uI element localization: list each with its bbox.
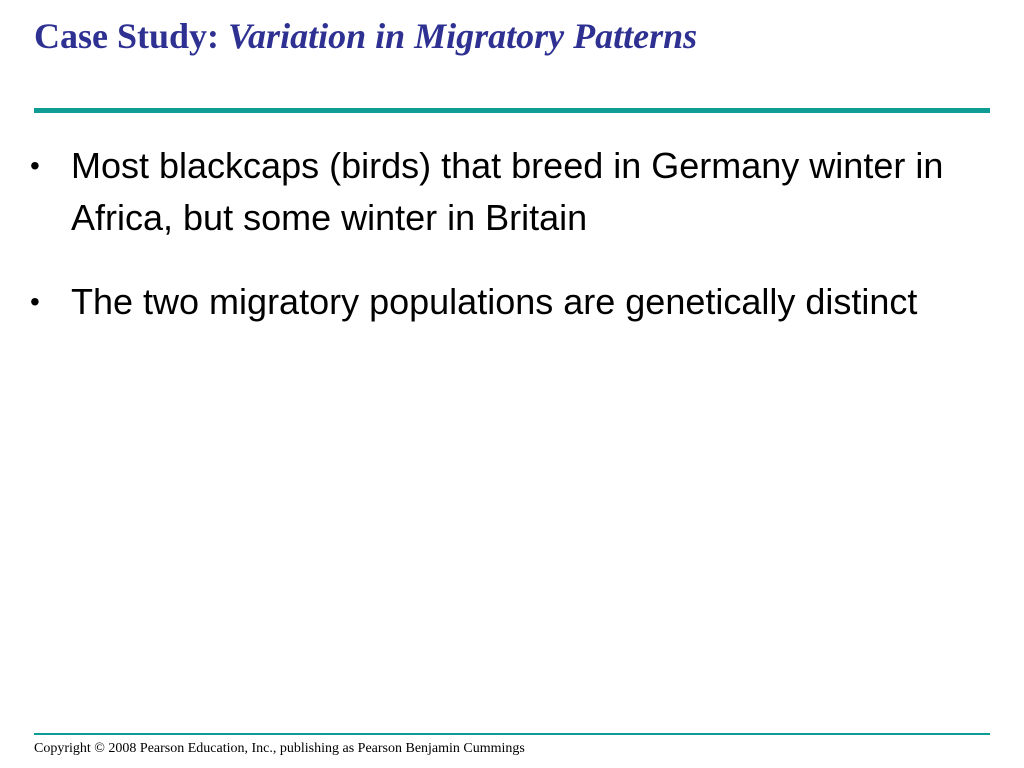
bullet-marker: • [30,286,40,317]
bullet-list [30,140,960,360]
bullet-item [30,276,960,328]
bullet-item [30,140,960,244]
title-divider [34,108,990,113]
footer-divider [34,733,990,735]
bullet-text: Most blackcaps (birds) that breed in Germany winter in Africa, but some winter in Britain [71,145,944,238]
copyright-notice: Copyright © 2008 Pearson Education, Inc., publishing as Pearson Benjamin Cummings [34,741,525,756]
slide-title [34,14,697,58]
bullet-text: The two migratory populations are genetically distinct [71,281,918,322]
bullet-marker: • [30,150,40,181]
slide-title-plain: Case Study: [34,16,229,56]
slide-title-italic: Variation in Migratory Patterns [228,16,698,56]
